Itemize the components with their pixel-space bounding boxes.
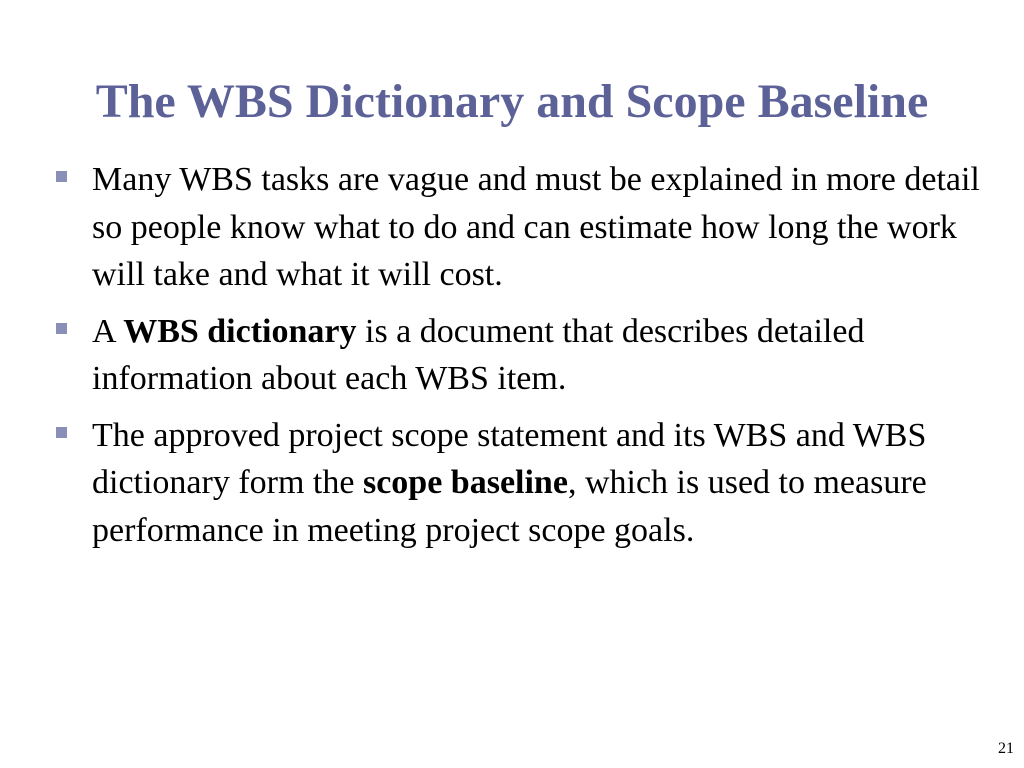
bullet-text-before: A [92, 312, 124, 350]
bullet-text-before: The approved project scope statement and its WBS and WBS dictionary form the [92, 416, 927, 501]
bold-term-scope-baseline: scope baseline [362, 464, 568, 501]
square-bullet-icon [56, 171, 67, 182]
page-number: 21 [998, 740, 1014, 757]
square-bullet-icon [56, 427, 67, 438]
bold-term-wbs-dictionary: WBS dictionary [123, 312, 357, 350]
bullet-item [56, 156, 986, 299]
square-bullet-icon [56, 323, 67, 334]
bullet-item [56, 412, 986, 555]
bullet-item [56, 308, 986, 403]
bullet-text: Many WBS tasks are vague and must be explained in more detail so people know what to do and can estimate how long the work will take and what it will cost. [92, 161, 980, 293]
slide-title: The WBS Dictionary and Scope Baseline [95, 75, 929, 129]
bullet-text-after: , which is used to measure performance in meeting project scope goals. [92, 464, 927, 549]
bullet-text-after: is a document that describes detailed information about each WBS item. [92, 312, 865, 397]
bullet-list [56, 156, 986, 563]
